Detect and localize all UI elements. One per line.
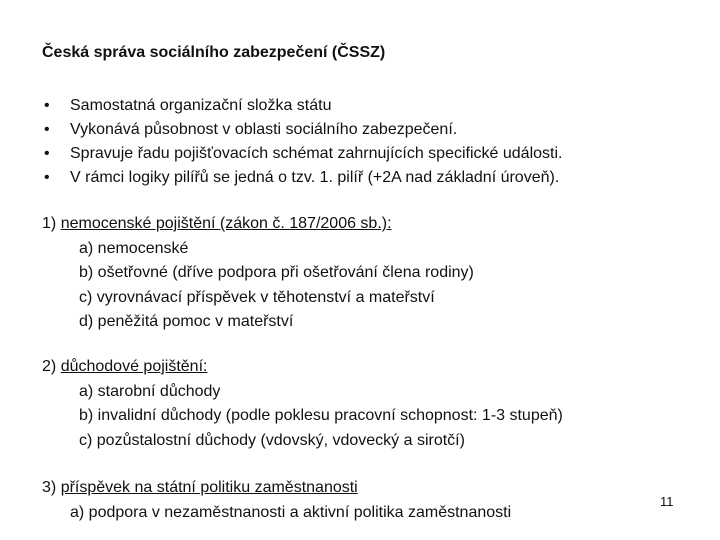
bullet-dot-icon: •: [44, 145, 50, 162]
section-heading-text: příspěvek na státní politiku zaměstnanosti: [60, 479, 358, 496]
bullet-item: [42, 142, 562, 166]
bullet-item: [42, 94, 562, 118]
bullet-dot-icon: •: [44, 97, 50, 114]
section-heading: [42, 476, 511, 501]
bullet-dot-icon: •: [44, 121, 50, 138]
bullet-text: Samostatná organizační složka státu: [70, 97, 332, 114]
section-item: a) podpora v nezaměstnanosti a aktivní politika zaměstnanosti: [70, 503, 512, 521]
bullet-list: [42, 94, 562, 190]
section-heading-text: nemocenské pojištění (zákon č. 187/2006 sb.):: [60, 215, 392, 232]
section-pension-insurance: [42, 355, 563, 453]
section-item: c) pozůstalostní důchody (vdovský, vdovecký a sirotčí): [79, 431, 465, 449]
section-item: a) nemocenské: [79, 239, 189, 257]
bullet-item: [42, 166, 562, 190]
bullet-dot-icon: •: [44, 169, 50, 186]
page-number: 11: [660, 494, 674, 509]
section-item: a) starobní důchody: [79, 382, 221, 400]
section-sickness-insurance: [42, 212, 474, 335]
bullet-item: [42, 118, 562, 142]
bullet-text: Spravuje řadu pojišťovacích schémat zahrnujících specifické události.: [70, 145, 563, 162]
section-employment-policy: [42, 476, 511, 525]
section-item: d) peněžitá pomoc v mateřství: [79, 313, 294, 330]
bullet-text: Vykonává působnost v oblasti sociálního zabezpečení.: [70, 121, 458, 138]
section-number: 1): [42, 215, 57, 232]
section-heading: [42, 212, 474, 237]
bullet-text: V rámci logiky pilířů se jedná o tzv. 1. pilíř (+2A nad základní úroveň).: [70, 169, 560, 186]
section-item: b) ošetřovné (dříve podpora při ošetřování člena rodiny): [79, 264, 474, 281]
section-heading: [42, 355, 563, 380]
slide-title: Česká správa sociálního zabezpečení (ČSSZ): [42, 44, 386, 61]
section-heading-text: důchodové pojištění:: [60, 358, 208, 375]
section-item: c) vyrovnávací příspěvek v těhotenství a mateřství: [79, 288, 435, 306]
section-number: 3): [42, 479, 57, 496]
section-item: b) invalidní důchody (podle poklesu pracovní schopnost: 1-3 stupeň): [79, 407, 563, 424]
section-number: 2): [42, 358, 57, 375]
